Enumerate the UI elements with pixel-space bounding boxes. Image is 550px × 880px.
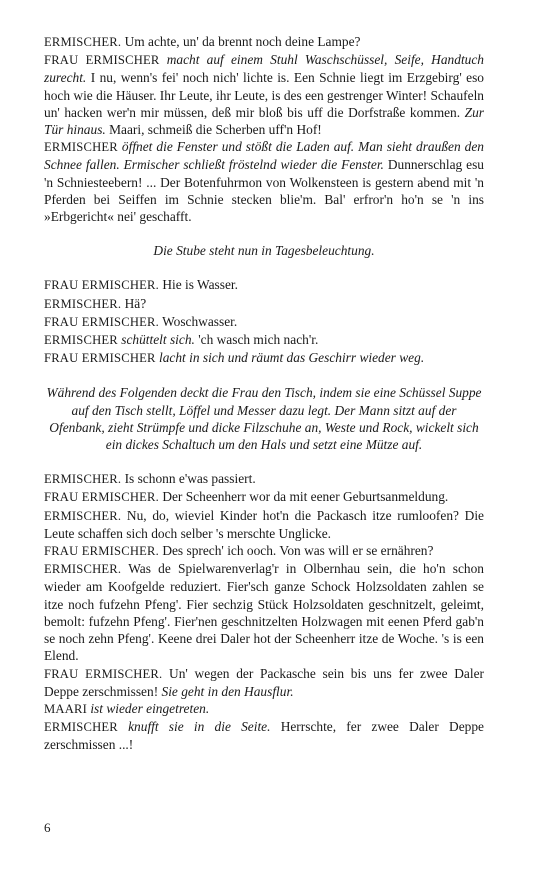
dialogue-line [44, 665, 484, 700]
speech: Der Scheenherr wor da mit eener Geburtsanmeldung. [158, 489, 449, 505]
speech: Herrschte, fer zwee Daler Deppe zerschmissen ...! [44, 719, 484, 753]
dialogue-line [44, 560, 484, 664]
stage-direction: Zur Tür hinaus. [44, 104, 485, 138]
speech: Is schonn e'was passiert. [121, 471, 256, 487]
stage-direction: macht auf einem Stuhl Waschschüssel, Seife, Handtuch zurecht. [44, 52, 484, 86]
stage-direction: knufft sie in die Seite. [117, 719, 271, 735]
speaker: ERMISCHER. [44, 472, 122, 487]
speaker: ERMISCHER [44, 333, 118, 348]
speaker: FRAU ERMISCHER. [44, 544, 159, 559]
speaker: FRAU ERMISCHER. [44, 314, 159, 329]
stage-direction-block: Während des Folgenden deckt die Frau den Tisch, indem sie eine Schüssel Suppe auf den Tisch stellt, Löffel und Messer dazu legt. Der Mann sitzt auf der Ofenbank, zieht Strümpfe und dicke Filzschuhe an, Weste und Rock, wickelt sich ein dickes Schaltuch um den Hals und setzt eine Mütze auf. [46, 385, 482, 453]
dialogue-line [44, 276, 484, 294]
dialogue-line [44, 33, 484, 51]
dialogue-line [44, 470, 484, 488]
stage-direction: schüttelt sich. [117, 332, 195, 348]
dialogue-line [44, 331, 484, 349]
dialogue-line [44, 349, 484, 367]
speech: Hä? [121, 295, 147, 311]
stage-direction: Sie geht in den Hausflur. [158, 683, 294, 699]
speech: Woschwasser. [158, 313, 238, 329]
speaker: ERMISCHER [44, 140, 118, 155]
dialogue-line [44, 488, 484, 506]
dialogue-line [44, 51, 484, 138]
page-number: 6 [44, 820, 51, 835]
stage-direction-block: Die Stube steht nun in Tagesbeleuchtung. [153, 243, 375, 259]
speaker: FRAU ERMISCHER. [44, 490, 159, 505]
speech: Hie is Wasser. [158, 277, 238, 293]
speech: Dunnerschlag esu 'n Schniesteebern! ... Der Botenfuhrmon von Wolkensteen is gestern abend mit 'n Pferden bei Seiffen im Schnie stecken blie'm. Bal' erfror'n ho'n se 'n ins »Erbgericht« nei' geschafft. [44, 157, 485, 225]
speech: Maari, schmeiß die Scherben uff'n Hof! [105, 122, 322, 138]
speaker: FRAU ERMISCHER. [44, 666, 163, 681]
speaker: ERMISCHER. [44, 35, 122, 49]
stage-direction: lacht in sich und räumt das Geschirr wieder weg. [155, 350, 425, 366]
speaker: FRAU ERMISCHER [44, 351, 156, 366]
speaker: MAARI [44, 701, 87, 716]
speech: Was de Spielwarenverlag'r in Olbernhau sein, die ho'n schon wieder am Koofgelde reduziert. Fier'sch ganze Schock Holzsoldaten zahlen se itze noch fufzehn Pfeng'. Fier sechzig Stück Holzsoldaten geschnitzelt, geleimt, bemolt: fufzehn Pfeng'. Fier'nen geschnitzelten Holzwagen mit eenen Pferd gab'n se noch zehn Pfeng'. Keene drei Daler hot der Scheenherr itze de Woche. 's is een Elend. [44, 561, 484, 664]
dialogue-line [44, 507, 484, 542]
drama-text [44, 33, 484, 754]
speech: 'ch wasch mich nach'r. [194, 332, 319, 348]
speaker: ERMISCHER [44, 720, 118, 735]
speaker: ERMISCHER. [44, 296, 122, 311]
speaker: ERMISCHER. [44, 562, 122, 577]
speaker: FRAU ERMISCHER [44, 53, 160, 68]
speech: Nu, do, wieviel Kinder hot'n die Packasch itze rumloofen? Die Leute schaffen sich doch selber 's merschte Unglicke. [44, 507, 484, 541]
dialogue-line [44, 700, 484, 718]
speech: I nu, wenn's fei' noch nich' lichte is. Een Schnie liegt im Erzgebirg' eso hoch wie die Häuser. Ihr Leute, ihr Leute, is des een gestrenger Winter! Schaufeln un' hacken wer'n mir müssen, deß mir bloß bis uff die Dorfstraße kommen. [44, 70, 484, 120]
stage-direction: ist wieder eingetreten. [86, 700, 210, 716]
dialogue-line [44, 138, 484, 225]
dialogue-line [44, 718, 484, 753]
speech: Des sprech' ich ooch. Von was will er se ernähren? [158, 543, 434, 559]
speech: Um achte, un' da brennt noch deine Lampe? [121, 34, 361, 49]
dialogue-line [44, 313, 484, 331]
speaker: ERMISCHER. [44, 508, 122, 523]
dialogue-line [44, 542, 484, 560]
stage-direction: öffnet die Fenster und stößt die Laden auf. Man sieht draußen den Schnee fallen. Ermischer schließt fröstelnd wieder die Fenster. [44, 139, 484, 173]
speech: Un' wegen der Packasche sein bis uns fer zwee Daler Deppe zerschmissen! [44, 665, 485, 699]
speaker: FRAU ERMISCHER. [44, 278, 159, 293]
dialogue-line [44, 295, 484, 313]
